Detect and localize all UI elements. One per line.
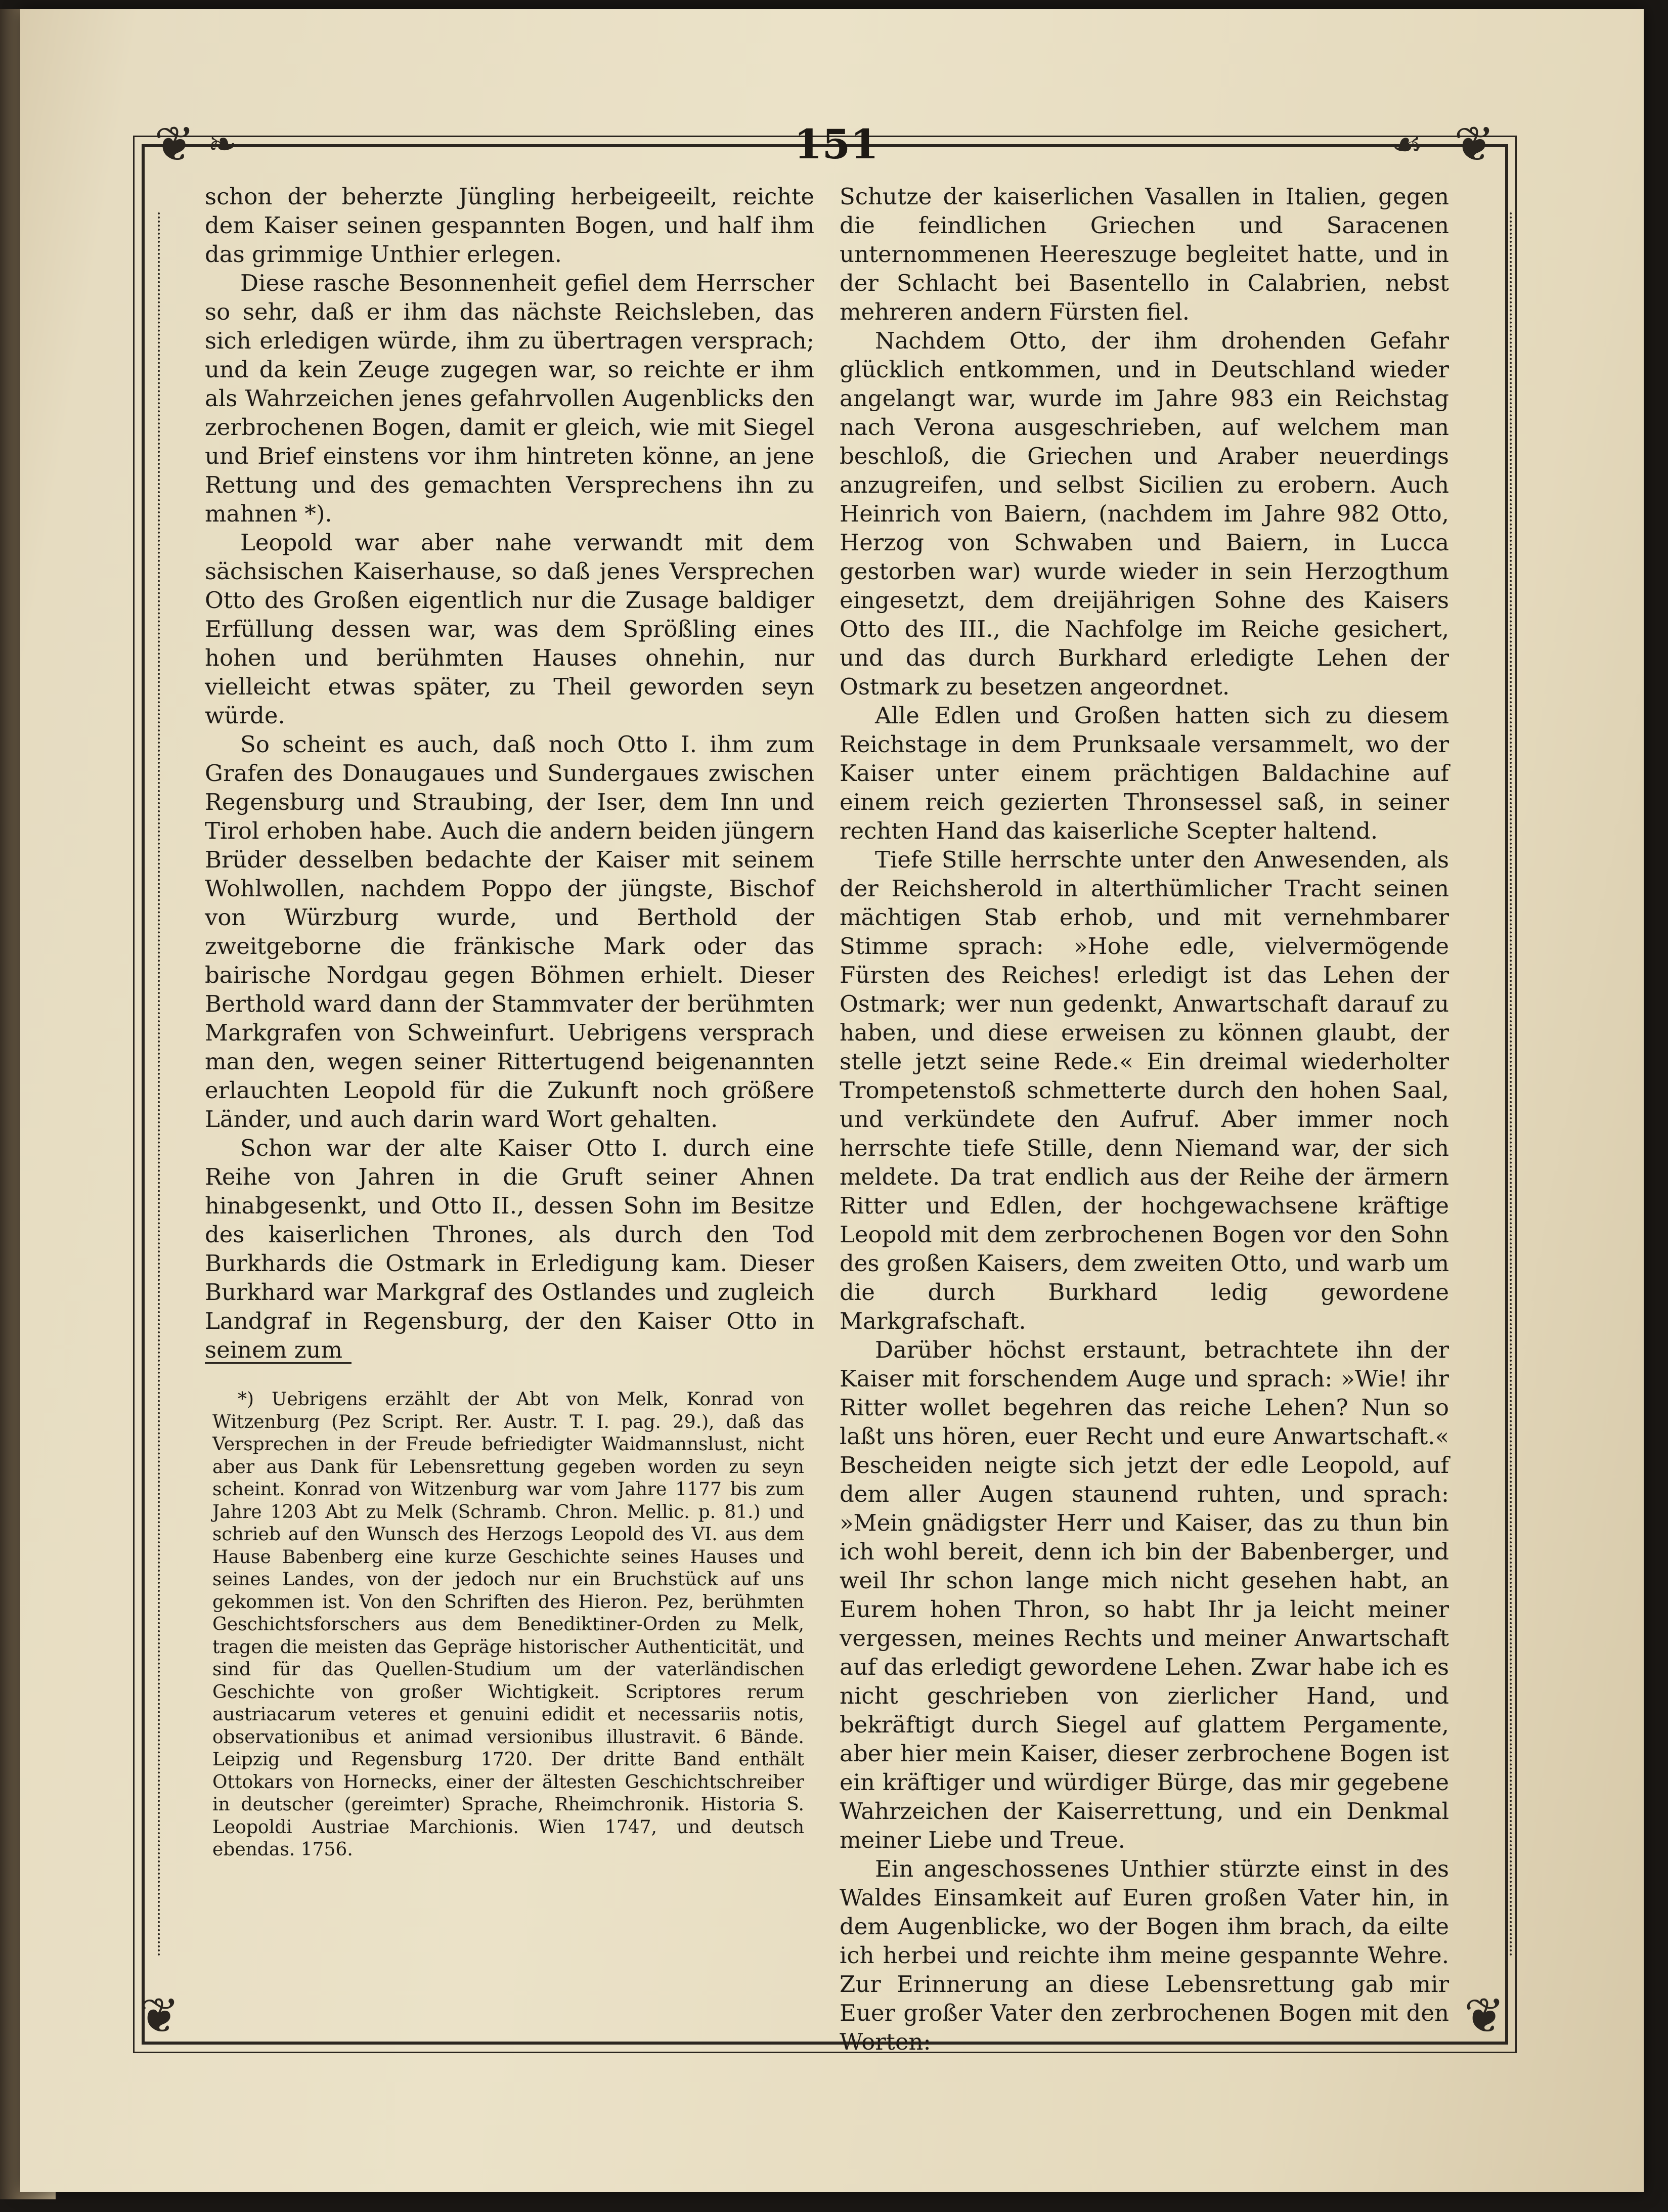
paragraph: Schon war der alte Kaiser Otto I. durch eine Reihe von Jahren in die Gruft seiner Ahnen hinabgesenkt, und Otto II., dessen Sohn im Besitze des kaiserlichen Thrones, als durch den Tod Burkhards die Ostmark in Erledigung kam. Dieser Burkhard war Markgraf des Ostlandes und zugleich Landgraf in Regensburg, der den Kaiser Otto in seinem zum [205,1135,814,1363]
paragraph: Ein angeschossenes Unthier stürzte einst in des Waldes Einsamkeit auf Euren großen Vater hin, in dem Augenblicke, wo der Bogen ihm brach, da eilte ich herbei und reichte ihm meine gespannte Wehre. Zur Erinnerung an diese Lebensrettung gab mir Euer großer Vater den zerbrochenen Bogen mit den Worten: [840,1855,1449,2055]
right-vine-ornament [1510,212,1527,1958]
paragraph: Schutze der kaiserlichen Vasallen in Italien, gegen die feindlichen Griechen und Saracenen unternommenen Heereszuge begleitet hatte, und in der Schlacht bei Basentello in Calabrien, nebst mehreren andern Fürsten fiel. [840,183,1449,325]
left-column [205,182,814,1364]
header-rule-right [880,144,1452,147]
paragraph: Diese rasche Besonnenheit gefiel dem Herrscher so sehr, daß er ihm das nächste Reichsleben, das sich erledigen würde, ihm zu übertragen versprach; und da kein Zeuge zugegen war, so reichte er ihm als Wahrzeichen jenes gefahrvollen Augenblicks den zerbrochenen Bogen, damit er gleich, wie mit Siegel und Brief einstens vor ihm hintreten könne, an jene Rettung und des gemachten Versprechens ihn zu mahnen *). [205,270,814,527]
left-vine-ornament [158,212,175,1958]
scroll-ornament-icon: ❦ [1454,116,1495,172]
scroll-ornament-icon: ❦ [1464,1987,1505,2044]
flourish-ornament-icon: ☙ [1391,123,1423,165]
footnote: *) Uebrigens erzählt der Abt von Melk, Konrad von Witzenburg (Pez Script. Rer. Austr. T. I. pag. 29.), daß das Versprechen in der Freude befriedigter Waidmannslust, nicht aber aus Dank für Lebensrettung gegeben worden zu seyn scheint. Konrad von Witzenburg war vom Jahre 1177 bis zum Jahre 1203 Abt zu Melk (Schramb. Chron. Mellic. p. 81.) und schrieb auf den Wunsch des Herzogs Leopold des VI. aus dem Hause Babenberg eine kurze Geschichte seines Hauses und seines Landes, von der jedoch nur ein Bruchstück auf uns gekommen ist. Von den Schriften des Hieron. Pez, berühmten Geschichtsforschers aus dem Benediktiner-Orden zu Melk, tragen die meisten das Gepräge historischer Authenticität, und sind für das Quellen-Studium um der vaterländischen Geschichte von großer Wichtigkeit. Scriptores rerum austriacarum veteres et genuini edidit et necessariis notis, observationibus et animad versionibus illustravit. 6 Bände. Leipzig und Regensburg 1720. Der dritte Band enthält Ottokars von Hornecks, einer der ältesten Geschichtschreiber in deutscher (gereimter) Sprache, Rheimchronik. Historia S. Leopoldi Austriae Marchionis. Wien 1747, und deutsch ebendas. 1756. [212,1389,804,1860]
paragraph: schon der beherzte Jüngling herbeigeeilt, reichte dem Kaiser seinen gespannten Bogen, und half ihm das grimmige Unthier erlegen. [205,183,814,268]
paragraph: Tiefe Stille herrschte unter den Anwesenden, als der Reichsherold in alterthümlicher Tracht seinen mächtigen Stab erhob, und mit vernehmbarer Stimme sprach: »Hohe edle, vielvermögende Fürsten des Reiches! erledigt ist das Lehen der Ostmark; wer nun gedenkt, Anwartschaft darauf zu haben, und diese erweisen zu können glaubt, der stelle jetzt seine Rede.« Ein dreimal wiederholter Trompetenstoß schmetterte durch den hohen Saal, und verkündete den Aufruf. Aber immer noch herrschte tiefe Stille, denn Niemand war, der sich meldete. Da trat endlich aus der Reihe der ärmern Ritter und Edlen, der hochgewachsene kräftige Leopold mit dem zerbrochenen Bogen vor den Sohn des großen Kaisers, dem zweiten Otto, und warb um die durch Burkhard ledig gewordene Markgrafschaft. [840,846,1449,1334]
page-number: 151 [794,120,879,168]
paragraph: Darüber höchst erstaunt, betrachtete ihn der Kaiser mit forschendem Auge und sprach: »Wie! ihr Ritter wollet begehren das reiche Lehen? Nun so laßt uns hören, euer Recht und eure Anwartschaft.« Bescheiden neigte sich jetzt der edle Leopold, auf dem aller Augen staunend ruhten, und sprach: »Mein gnädigster Herr und Kaiser, das zu thun bin ich wohl bereit, denn ich bin der Babenberger, und weil Ihr schon lange mich nicht gesehen habt, an Eurem hohen Thron, so habt Ihr ja leicht meiner vergessen, meines Rechts und meiner Anwartschaft auf das erledigt gewordene Lehen. Zwar habe ich es nicht geschrieben von zierlicher Hand, und bekräftigt durch Siegel auf glattem Pergamente, aber hier mein Kaiser, dieser zerbrochene Bogen ist ein kräftiger und würdiger Bürge, das mir gegebene Wahrzeichen der Kaiserrettung, und ein Denkmal meiner Liebe und Treue. [840,1336,1449,1853]
paragraph: Leopold war aber nahe verwandt mit dem sächsischen Kaiserhause, so daß jenes Versprechen Otto des Großen eigentlich nur die Zusage baldiger Erfüllung dessen war, was dem Sprößling eines hohen und berühmten Hauses ohnehin, nur vielleicht etwas später, zu Theil geworden seyn würde. [205,529,814,729]
flourish-ornament-icon: ❧ [207,123,237,165]
paragraph: So scheint es auch, daß noch Otto I. ihm zum Grafen des Donaugaues und Sundergaues zwischen Regensburg und Straubing, der Iser, dem Inn und Tirol erhoben habe. Auch die andern beiden jüngern Brüder desselben bedachte der Kaiser mit seinem Wohlwollen, nachdem Poppo der jüngste, Bischof von Würzburg wurde, und Berthold der zweitgeborne die fränkische Mark oder das bairische Nordgau gegen Böhmen erhielt. Dieser Berthold ward dann der Stammvater der berühmten Markgrafen von Schweinfurt. Uebrigens versprach man den, wegen seiner Rittertugend beigenannten erlauchten Leopold für die Zukunft noch größere Länder, und auch darin ward Wort gehalten. [205,731,814,1133]
scroll-ornament-icon: ❦ [139,1987,180,2044]
right-column [840,182,1449,2056]
paragraph: Nachdem Otto, der ihm drohenden Gefahr glücklich entkommen, und in Deutschland wieder angelangt war, wurde im Jahre 983 ein Reichstag nach Verona ausgeschrieben, auf welchem man beschloß, die Griechen und Araber neuerdings anzugreifen, und selbst Sicilien zu erobern. Auch Heinrich von Baiern, (nachdem im Jahre 982 Otto, Herzog von Schwaben und Baiern, in Lucca gestorben war) wurde wieder in sein Herzogthum eingesetzt, dem dreijährigen Sohne des Kaisers Otto des III., die Nachfolge im Reiche gesichert, und das durch Burkhard erledigte Lehen der Ostmark zu besetzen angeordnet. [840,327,1449,700]
header-rule-left [202,144,784,147]
paragraph: Alle Edlen und Großen hatten sich zu diesem Reichstage in dem Prunksaale versammelt, wo der Kaiser unter einem prächtigen Baldachine auf einem reich gezierten Thronsessel saß, in seiner rechten Hand das kaiserliche Scepter haltend. [840,702,1449,844]
footnote-rule [205,1362,352,1364]
scroll-ornament-icon: ❦ [154,116,195,172]
